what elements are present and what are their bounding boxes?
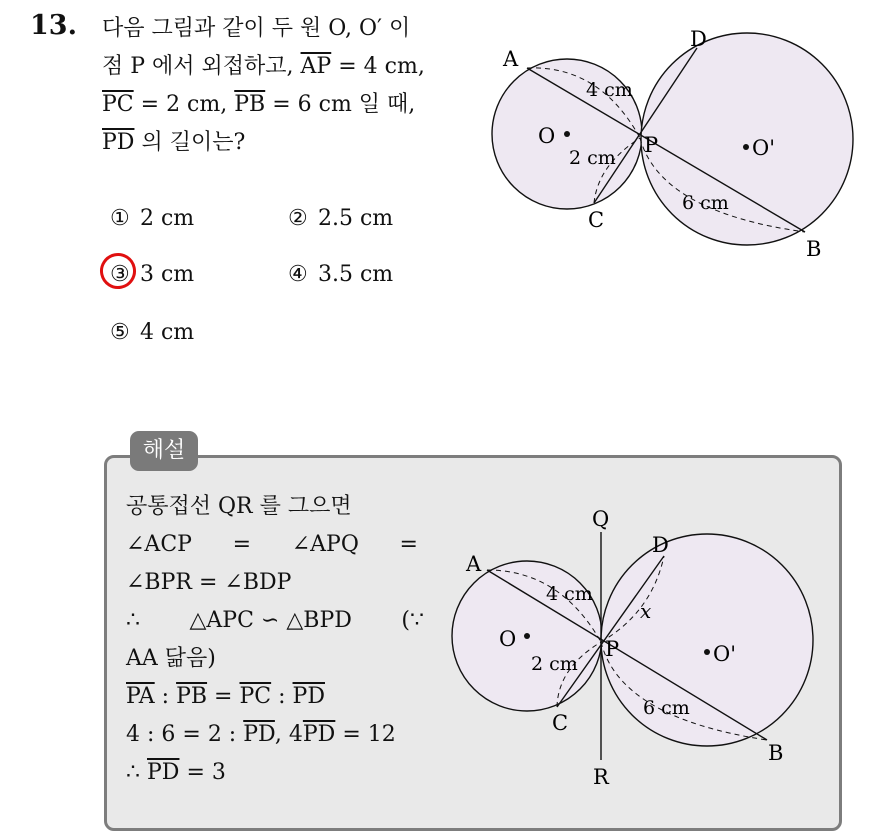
circle-o-prime [601,534,813,746]
therefore: ∴ [126,760,147,785]
point-a-label: A [503,47,519,71]
choice-label: 3 cm [140,262,195,287]
equals: = [207,684,240,709]
point-c-label: C [552,711,569,735]
center-dot-o-prime [743,144,749,150]
question-line: 의 길이는? [141,130,246,155]
point-b-label: B [768,741,784,765]
length-pc-label: 2 cm [531,653,578,675]
solution-line: 공통접선 QR 를 그으면 [126,494,352,519]
similar-triangles: △APC ∽ △BPD [189,608,352,633]
solution-line: ∠BPR = ∠BDP [126,570,292,595]
length-x-label: x [640,599,652,623]
length-pb-label: 6 cm [682,192,729,214]
segment-ap: $\overline{AP}$ [300,54,332,79]
question-line: = 4 cm, [338,54,425,79]
point-d-label: D [652,533,669,557]
center-o-label: O [538,124,556,148]
segment-pa: $\overline{PA}$ [126,684,155,709]
question-number: 13. [30,10,77,41]
point-q-label: Q [592,507,610,531]
point-p-label: P [644,133,659,157]
choice-1[interactable] [110,206,194,231]
center-dot-o [564,131,570,137]
choice-number: ② [288,206,308,231]
center-dot-o-prime [704,649,710,655]
length-pc-label: 2 cm [569,147,616,169]
segment-pb: $\overline{PB}$ [234,92,266,117]
segment-pd: $\overline{PD}$ [302,722,336,747]
choice-5[interactable] [110,320,194,345]
equals: = [232,532,252,557]
question-line: 다음 그림과 같이 두 원 O, O′ 이 [102,16,411,41]
center-o-prime-label: O' [713,642,736,666]
solution-text [126,488,426,792]
center-o-label: O [499,627,517,651]
figure-top [480,20,880,270]
therefore: ∴ [126,608,140,633]
equation-text: = 12 [335,722,396,747]
circle-o-prime [641,33,853,245]
choice-number: ④ [288,262,308,287]
point-r-label: R [593,765,609,789]
center-dot-o [524,633,530,639]
answer-text: = 3 [179,760,226,785]
colon: : [271,684,293,709]
choice-4[interactable] [288,262,393,287]
length-ap-label: 4 cm [546,583,593,605]
segment-pc: $\overline{PC}$ [239,684,272,709]
point-p-label: P [605,637,620,661]
point-d-label: D [690,27,707,51]
choice-number: ① [110,206,130,231]
choice-label: 4 cm [140,320,195,345]
choice-number: ③ [110,262,130,287]
choice-label: 2.5 cm [318,206,394,231]
colon: : [154,684,177,709]
angle-apq: ∠APQ [291,532,359,557]
solution-line: AA 닮음) [126,646,216,671]
segment-pb: $\overline{PB}$ [176,684,208,709]
because: (∵ [401,608,424,633]
point-c-label: C [588,208,605,232]
ratio-text: 4 : 6 = 2 : [126,722,244,747]
segment-pd: $\overline{PD}$ [243,722,275,747]
segment-pd: $\overline{PD}$ [147,760,180,785]
center-o-prime-label: O' [752,136,775,160]
segment-pc: $\overline{PC}$ [102,92,134,117]
length-pb-label: 6 cm [643,697,690,719]
question-line: = 6 cm 일 때, [272,92,416,117]
question-line: = 2 cm, [140,92,228,117]
choice-number: ⑤ [110,320,130,345]
segment-pd: $\overline{PD}$ [102,130,135,155]
segment-pd: $\overline{PD}$ [292,684,325,709]
length-ap-label: 4 cm [586,79,633,101]
figure-bottom [440,500,840,800]
point-b-label: B [806,237,822,261]
equals: = [399,532,418,557]
choice-2[interactable] [288,206,393,231]
choice-label: 3.5 cm [318,262,394,287]
equation-text: , 4 [274,722,303,747]
question-text [102,10,472,162]
question-line: 점 P 에서 외접하고, [102,54,294,79]
point-a-label: A [466,552,482,576]
angle-acp: ∠ACP [126,532,192,557]
solution-tag: 해설 [130,431,198,471]
choice-label: 2 cm [140,206,195,231]
